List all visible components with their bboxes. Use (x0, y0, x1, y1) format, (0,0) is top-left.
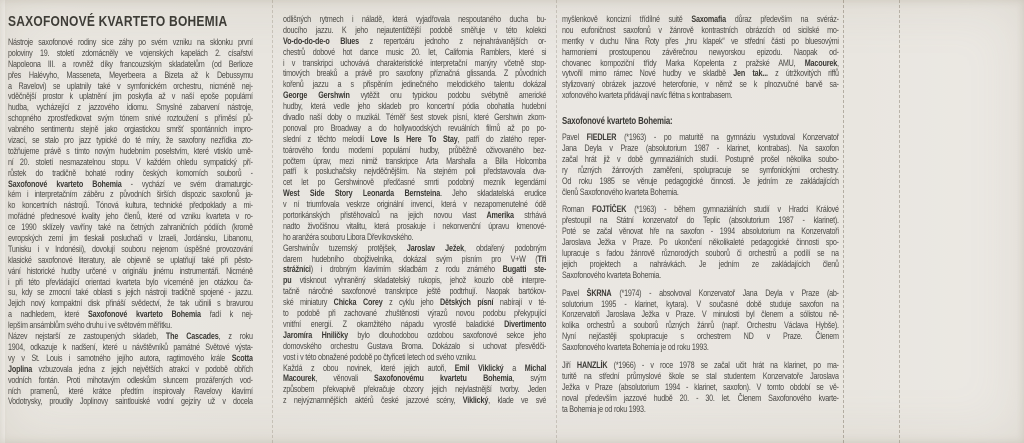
text-line: Jiří HANZLÍK (*1966) - v roce 1978 se začal učit hrát na klarinet, po ma- (562, 360, 839, 371)
text-line: vnitřní energií. Z okamžitého nápadu vyrostlé baladické Divertimento (283, 318, 547, 329)
panel-3 (562, 14, 839, 422)
text-line: Jaroslava Ježka v Praze. Po ukončení několikaleté pedagogické činnosti spo- (562, 237, 839, 248)
bold-text: Saxomafia (691, 14, 726, 24)
text-line: Vo-do-do-de-o Blues z repertoáru jednoho z nejnahrávanějších or- (283, 35, 547, 46)
paragraph (562, 14, 839, 101)
paragraph (562, 204, 839, 280)
text-line: Jejich nový kompaktní disk přináší svědectví, že tak učinili s bravurou (8, 298, 253, 309)
text-line: ta Bohemia je od roku 1993. (562, 403, 646, 414)
text-line: i v transkripci uchovává charakteristické interpretační manýry včetně stop- (283, 57, 547, 68)
text-line: patří k posluchačsky nejvděčnějším. Na stejném poli představovala dva- (283, 166, 547, 177)
text-line: ry různých žánrových zaměření, spolupracuje se symfonickými orchestry. (562, 164, 839, 175)
text-line: kolika orchestrů a souborů různých žánrů (např. Orchestru Václava Hybše). (562, 320, 839, 331)
text-line: ské miniatury Chicka Corey z cyklu jeho Dětských písní nabírají v té- (283, 297, 547, 308)
bold-text: pu (283, 275, 292, 286)
text-line: poloviny 19. století zdomácněly ve vojenských kapelách 2. císařství (8, 47, 253, 58)
bold-text: Jaroslav Ježek (406, 242, 464, 253)
text-line: lupracuje s řadou žánrově různorodých souborů či orchestrů a podílí se na (562, 248, 839, 259)
bold-text: Divertimento (504, 318, 547, 329)
bold-text: Scotta (231, 352, 253, 363)
text-line: vost i v této obnažené podobě po čtyřiceti letech od svého vzniku. (283, 351, 477, 362)
text-line: ko koncertních nástrojů. Tónová kultura, technické předpoklady a mi- (8, 200, 253, 211)
bold-text: Saxofonové kvarteto Bohemia (8, 178, 122, 189)
text-line: portorikánských přistěhovalců na jejich novou vlast Amerika strhává (283, 210, 547, 221)
bold-text: Jen tak... (733, 68, 768, 79)
text-line: schopného zprostředkovat svým tónem snivé roztoužení s příměsí pů- (8, 113, 253, 124)
text-line: to podobě při zachované zhuštěnosti výrazů novou podobu překypující (283, 308, 547, 319)
panel-2-text (283, 14, 546, 406)
text-line: odlišných rytmech i náladě, která vyjadřovala nespoutaného ducha bu- (283, 14, 547, 24)
panel-1 (8, 13, 253, 407)
text-line: harmoniemi prostoupenou závěrečnou newyorskou epizodu. Naopak od- (562, 46, 839, 57)
text-line: nadto živočišnou vitalitu, která prosakuje i nekonvenční úpravu kmenové- (283, 220, 547, 231)
text-line: chovanec kompoziční třídy Marka Kopelenta z pražské AMU, Macourek, (562, 57, 839, 68)
text-line: myšlenkově koncizní třídílné suitě Saxomafia důraz především na svéráz- (562, 14, 839, 24)
text-line: způsobem překvapivě překračuje obzory jejich nejvlastnější tvorby. Jeden (283, 384, 547, 395)
text-line: noval především jazzové hudbě 20. - 30. let. Členem Saxofonového kvarte- (562, 392, 839, 403)
panel-2 (283, 14, 546, 406)
text-line: Každá z obou novinek, které jejich autoři, Emil Viklický a Michal (283, 362, 547, 373)
blank-back-panel (900, 0, 1024, 443)
bold-text: Vo-do-do-de-o Blues (283, 35, 360, 46)
paragraph (562, 288, 839, 353)
bold-text: Love Is Here To Stay (370, 133, 458, 144)
bold-text: Jaromíra Hniličky (283, 329, 348, 340)
text-line: kém i interpretačním záběru z původních širších dispozic saxofonů ja- (8, 189, 253, 200)
text-line: su, kdy se zmocní také oblasti s jejich nástroji tradičně spojené - jazzu. (8, 287, 253, 298)
text-line: Název nejstarší ze zastoupených skladeb, The Cascades, z roku (8, 331, 253, 342)
text-line: ponoval pro Broadway a do hollywoodských revuálních filmů až po po- (283, 122, 547, 133)
paragraph (283, 363, 546, 407)
panel-1-text (8, 37, 253, 407)
paragraph (562, 360, 839, 414)
text-line: z nejvýznamnějších aktérů české jazzové scény, Viklický, klade ve své (283, 395, 547, 406)
text-line: darem hudebního obojživelníka, dokázal svým písním pro V+W (Tři (283, 253, 547, 264)
text-line: Vodotrysky, proudily Joplinovy saintlouiské vodní gejzíry už v docela (8, 396, 253, 407)
text-line: i při této převládající orientaci kvarteta bylo víceméně jen otázkou ča- (8, 276, 253, 287)
bold-text: Chicka Corey (333, 297, 383, 308)
text-line: začal hrát již v době gymnaziálních studií. Postupně prošel několika soubo- (562, 153, 839, 164)
text-line: cet let po Gershwinově předčasné smrti podobný mezník legendární (283, 177, 547, 188)
text-line: toárového fondu moderní populární hudby, průběžně oživovaného bez- (283, 144, 547, 155)
text-line: ní 20. století nesmazatelnou stopu. V každém ohledu sympatický pří- (8, 156, 253, 167)
text-line: členů Saxofonového kvarteta Bohemia. (562, 186, 679, 197)
text-line: divadlo naší doby o muzikál. Téměř šest stovek písní, které Gershwin zkom- (283, 112, 547, 123)
bold-text: strážníci (283, 264, 311, 275)
fold-crease-2 (556, 0, 557, 443)
text-line: tožňujeme právě s tímto novým hudebním poselstvím, které vtisklo umě- (8, 145, 253, 156)
text-line: Konzervatoři Jaroslava Ježka v Praze. V minulosti byl členem a sólistou ně- (562, 309, 839, 320)
text-line: George Gershwin vytěžit onu typickou podobu svébytně americké (283, 90, 547, 101)
bold-text: Dětských písní (440, 297, 494, 308)
text-line: jejich projektech a nahrávkách. Je jedním ze zakládajících členů (562, 258, 839, 269)
bold-text: Macourek (804, 57, 838, 68)
text-line: West Side Story Leonarda Bernsteina. Jeho skladatelská erudice (283, 188, 547, 199)
text-line: a nadhledem, které Saxofonové kvarteto Bohemia řadí k nej- (8, 309, 253, 320)
text-line: Ježka v Praze (absolutorium 1994 - klarinet, saxofon). V tomto období se vě- (562, 381, 839, 392)
text-line: ních pramenů, které krátce předtím inspirovaly Ravelovy klavírní (8, 385, 253, 396)
bold-text: West Side Story Leonarda Bernsteina (283, 188, 441, 199)
text-line: vabného sentimentu stejně jako orgiastickou smršť spontánních impro- (8, 124, 253, 135)
member-bios (562, 132, 839, 414)
text-line: Pavel FIEDLER (*1963) - po maturitě na gymnáziu vystudoval Konzervatoř (562, 132, 839, 143)
text-line: strážníci) i drobným klavírním skladbám z rodu známého Bugatti ste- (283, 264, 547, 275)
bold-text: FIEDLER (586, 132, 617, 143)
paragraph (8, 331, 253, 407)
bold-text: HANZLÍK (576, 360, 608, 371)
text-line: vděčnější prostor k uplatnění jim poskytla až v naší epoše populární (8, 91, 253, 102)
text-line: ho aranžéra souboru Libora Dřevíkovského. (283, 231, 414, 242)
text-line: evropských zemí jim tleskali posluchači v Izraeli, Jordánsku, Libanonu, (8, 233, 253, 244)
text-line: pu vtisknout vyhraněný skladatelský rukopis, jehož kouzlo obě interpre- (283, 275, 547, 286)
text-line: Joplina vzbuzovala jedna z jejich největších atrakcí v podobě obřích (8, 363, 253, 374)
bold-text: Tři (537, 253, 547, 264)
fold-crease-3 (843, 0, 844, 443)
bios-heading: Saxofonové kvarteto Bohemia: (562, 116, 673, 128)
text-line: klasické saxofonové literatury, ale objevně se uplatňují také při pěsto- (8, 254, 253, 265)
text-line: Roman FOJTÍČEK (*1963) - během gymnaziálních studií v Hradci Králové (562, 204, 839, 215)
paragraph (8, 37, 253, 331)
bold-text: Emil Viklický (454, 362, 504, 373)
paragraph (562, 132, 839, 197)
text-line: počtem úprav, mezi nimiž transkripce Arta Marshalla a Billa Holcomba (283, 155, 547, 166)
text-line: lepším ansámblům svého druhu i ve světovém měřítku. (8, 320, 172, 331)
text-line: Gershwinův tuzemský protějšek, Jaroslav Ježek, obdařený podobným (283, 242, 547, 253)
fold-crease-4 (899, 0, 900, 443)
text-line: domovského orchestru Gustava Broma. Dokázalo si uchovat přesvědči- (283, 340, 547, 351)
text-line: doucího jazzu. K jeho nejautentičtější podobě směřuje v této kolekci (283, 24, 547, 35)
text-line: vání historické hudby určené v originálu jinému instrumentáři. Nicméně (8, 265, 253, 276)
text-line: 1904, odkazuje k nadšení, které u návštěvníků památné Světové výsta- (8, 341, 253, 352)
text-line: turitě na střední průmyslové škole se stal studentem Konzervatoře Jaroslava (562, 370, 839, 381)
text-line: chestrů dobové hot dance music 20. let, California Ramblers, které si (283, 46, 547, 57)
text-line: Poté se začal věnovat hře na saxofon - 1994 absolutorium na Konzervatoři (562, 226, 839, 237)
text-line: Saxofonového kvarteta Bohemia je od roku 1993. (562, 342, 709, 353)
text-line: růstek do tradičně bohaté rodiny českých komorních souborů - (8, 167, 253, 178)
text-line: solutorium 1995 - klarinet, kytara). V současné době studuje saxofon na (562, 298, 839, 309)
panel-3-intro-text (562, 14, 839, 101)
paragraph (283, 14, 546, 243)
bold-text: The Cascades (165, 331, 219, 342)
text-line: vy v St. Louis i samotného jejího autora, ragtimového krále Scotta (8, 352, 253, 363)
bold-text: FOJTÍČEK (591, 204, 627, 215)
bold-text: Saxofonové kvarteto Bohemia (87, 309, 201, 320)
text-line: nou eufoničnost saxofonů v žánrově kontrastních obrázcích od sicilské mo- (562, 24, 839, 35)
text-line: xofonového kvarteta přidávají navíc flétna s kontrabasem. (562, 90, 733, 101)
text-line: Napoleona III. a rovněž díky francouzským skladatelům (od Berlioze (8, 58, 253, 69)
text-line: stylizovaný obrázek jazzové heterofonie, v němž se k plnozvučné barvě sa- (562, 79, 839, 90)
text-line: vodních fontán. Proti mihotavým odleskům sluncem prozářených vod- (8, 374, 253, 385)
text-line: Tunisku i v Indonésii), dovolují souboru nejenom úspěšné provozování (8, 243, 253, 254)
text-line: Saxofonového kvarteta Bohemia. (562, 269, 661, 280)
text-line: Nástroje saxofonové rodiny sice záhy po svém vzniku na sklonku první (8, 37, 253, 47)
text-line: Macourek, věnovali Saxofonovému kvartetu Bohemia, svým (283, 373, 547, 384)
bold-text: George Gershwin (283, 90, 350, 101)
text-line: slední z těchto melodií Love Is Here To Stay, patří do zlatého reper- (283, 133, 547, 144)
text-line: mentky v duchu Nina Roty přes „hru klapek“ ve střední části po bluesovými (562, 35, 839, 46)
bold-text: Macourek (283, 373, 316, 384)
bold-text: Saxofonovému kvartetu Bohemia (374, 373, 513, 384)
text-line: Jana Deyla v Praze (absolutorium 1987 - klarinet, kontrabas). Na saxofon (562, 143, 839, 154)
text-line: Od roku 1985 se věnuje pedagogické činnosti. Je jedním ze zakládajících (562, 175, 839, 186)
text-line: hudby, která vedle jeho skladeb pro koncertní pódia obohatila hudební (283, 101, 547, 112)
text-line: hudba, vycházející z jazzového idiomu. Smyslné zabarvení nástroje, (8, 102, 253, 113)
bold-text: Bugatti ste- (502, 264, 547, 275)
bold-text: Michal (524, 362, 547, 373)
text-line: vytvořil mimo rámec Nové hudby ve skladbě Jen tak... z útržkovitých riffů (562, 68, 839, 79)
bold-text: Amerika (486, 210, 514, 221)
paragraph (283, 243, 546, 363)
text-line: Saxofonové kvarteto Bohemia - vychází ve svém dramaturgic- (8, 178, 253, 189)
text-line: Pavel ŠKRNA (*1974) - absolvoval Konzervatoř Jana Deyla v Praze (ab- (562, 287, 839, 298)
text-line: mořádné přednesové kvality jeho členů, které od vzniku kvarteta v ro- (8, 211, 253, 222)
text-line: timových breaků a právě pro saxofony příznačná glissanda. Z původních (283, 68, 547, 79)
text-line: Nyní nejčastěji spolupracuje s orchestrem ND v Praze. Členem (562, 331, 839, 342)
booklet-title: SAXOFONOVÉ KVARTETO BOHEMIA (8, 13, 228, 30)
text-line: vizací, se stalo pro jazz typické do té míry, že saxofony nezřídka zto- (8, 135, 253, 146)
text-line: v ní triumfovala veskrze originální invencí, která v nezapomenutelné ódě (283, 199, 547, 210)
text-line: kořenů jazzu a s přispěním jedinečného melodického talentu dokázal (283, 79, 547, 90)
text-line: ce 1990 sklízely vavříny také na četných zahraničních pódiích (kromě (8, 222, 253, 233)
text-line: Jaromíra Hniličky bylo dlouhodobou ozdobou saxofonové sekce jeho (283, 329, 547, 340)
bold-text: Joplina (8, 363, 33, 374)
text-line: tačně náročné saxofonové transkripce ještě podtrhují. Naopak bartókov- (283, 286, 547, 297)
text-line: a Ravelovi) se uplatnily také v symfonickém orchestru, nicméně nej- (8, 80, 253, 91)
bold-text: Viklický (462, 395, 489, 406)
text-line: přes Halévyho, Masseneta, Meyerbeera a Bizeta až k Debussymu (8, 69, 253, 80)
text-line: přestoupil na Státní konzervatoř do Teplic (absolutorium 1987 - klarinet). (562, 215, 839, 226)
bold-text: ŠKRNA (586, 287, 612, 298)
fold-crease-1 (272, 0, 273, 443)
